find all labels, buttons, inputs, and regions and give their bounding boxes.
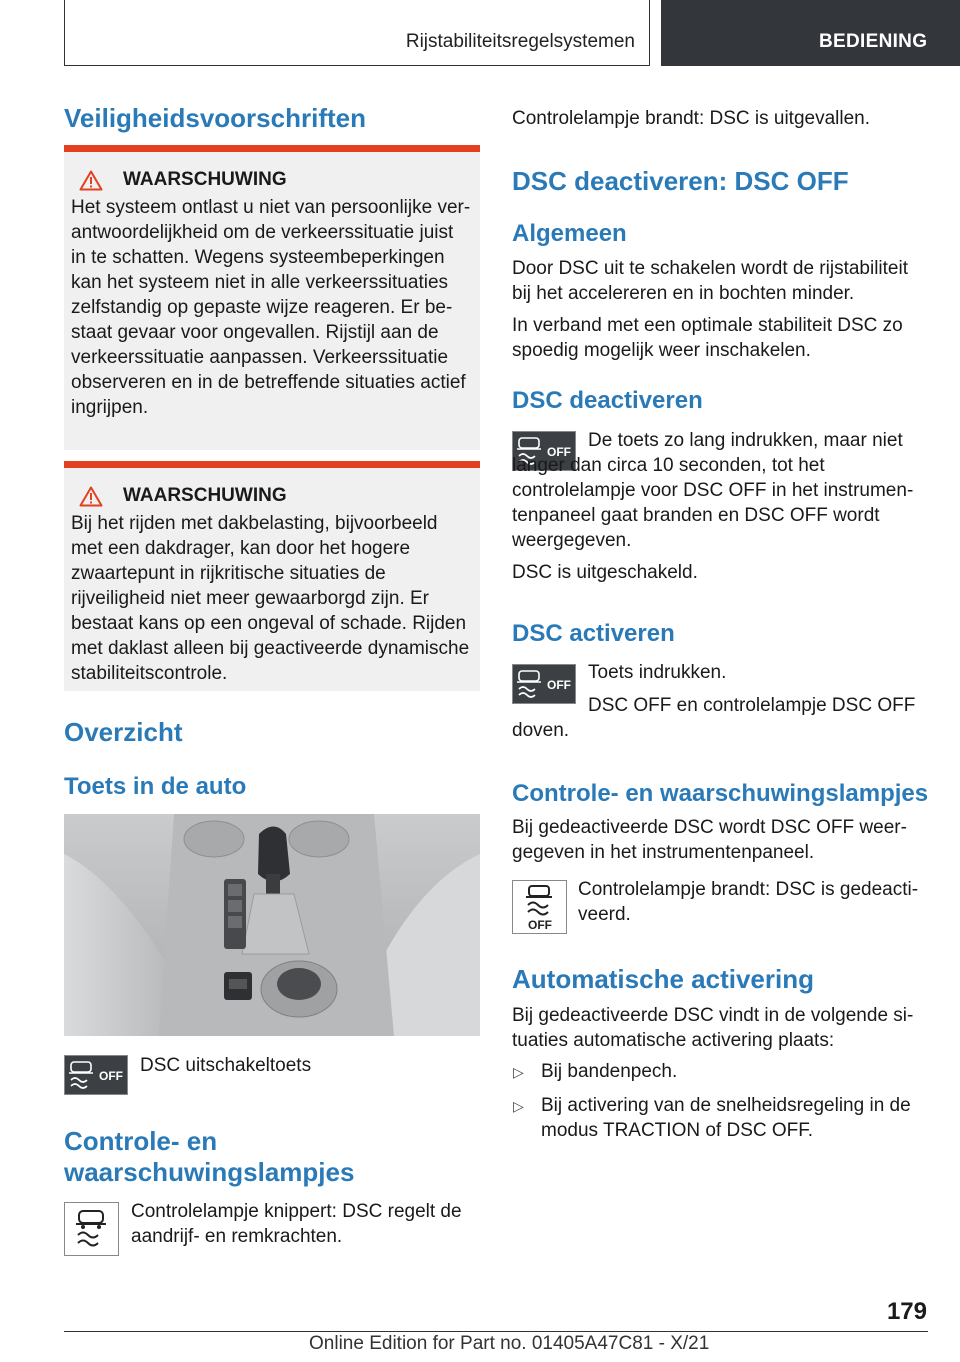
bullet-item-1: Bij bandenpech. xyxy=(541,1061,678,1082)
automatic-activation-title: Automatische activering xyxy=(512,964,814,994)
lamp-flashing-text: Controlelampje knippert: DSC regelt de aandrijf- en remkrachten. xyxy=(131,1201,462,1247)
warning-1-title: WAARSCHUWING xyxy=(123,169,287,190)
svg-text:OFF: OFF xyxy=(547,445,571,459)
button-in-car-title: Toets in de auto xyxy=(64,773,247,800)
general-paragraph-1: Door DSC uit te schakelen wordt de rijstabiliteit bij het accelereren en in bochten minder. xyxy=(512,258,909,304)
warning-triangle-icon xyxy=(79,170,103,191)
deactivate-paragraph-2: DSC is uitgeschakeld. xyxy=(512,562,698,583)
header-chapter-box xyxy=(661,0,960,66)
footer-edition-text: Online Edition for Part no. 01405A47C81 - X/21 xyxy=(309,1333,710,1354)
lamps-title-line-1: Controle- en xyxy=(64,1126,218,1156)
deactivate-paragraph-1: De toets zo lang indrukken, maar niet langer dan circa 10 seconden, tot het controlelampje voor DSC OFF in het instrumentenpaneel gaat branden en DSC OFF wordt weergegeven. xyxy=(512,430,914,551)
lamps-title-right: Controle- en waarschuwingslampjes xyxy=(512,780,929,807)
svg-text:OFF: OFF xyxy=(547,678,571,692)
lamps-paragraph-1: Bij gedeactiveerde DSC wordt DSC OFF weergegeven in het instrumentenpaneel. xyxy=(512,817,907,863)
activate-paragraph-1: Toets indrukken. xyxy=(588,662,727,683)
bullet-marker: ▷ xyxy=(513,1064,524,1080)
safety-title: Veiligheidsvoorschriften xyxy=(64,103,366,133)
dsc-lamp-icon xyxy=(65,1203,118,1255)
dsc-button-caption: DSC uitschakeltoets xyxy=(140,1055,312,1076)
dsc-deactivate-title: DSC deactiveren xyxy=(512,387,703,414)
lamps-title-line-2: waarschuwingslampjes xyxy=(64,1157,355,1187)
lamp-on-failed-text: Controlelampje brandt: DSC is uitgevallen. xyxy=(512,108,871,129)
activate-paragraph-2: DSC OFF en controlelampje DSC OFF doven. xyxy=(512,695,916,741)
footer-divider xyxy=(64,1331,928,1332)
svg-text:OFF: OFF xyxy=(528,918,552,932)
bullet-item-2: Bij activering van de snelheidsregeling in de modus TRACTION of DSC OFF. xyxy=(541,1095,911,1141)
center-console-photo xyxy=(64,814,480,1036)
dsc-warning-lamp-icon xyxy=(64,1202,119,1256)
warning-2-text: Bij het rijden met dakbelasting, bijvoorbeeld met een dakdrager, kan door het hogere zwaartepunt in rijkritische situaties de rijveiligheid niet meer gewaarborgd zijn. Er bestaat kans op een ongeval of schade. Rijden met daklast alleen bij geactiveerde dynamische stabiliteitscontrole. xyxy=(71,513,470,684)
dsc-off-lamp-icon-glyph xyxy=(513,881,566,933)
warning-box-1 xyxy=(64,145,480,450)
center-console-illustration xyxy=(64,814,480,1036)
general-paragraph-2: In verband met een optimale stabiliteit DSC zo spoedig mogelijk weer inschakelen. xyxy=(512,315,903,361)
dsc-off-icon xyxy=(65,1056,127,1094)
header-section-title: Rijstabiliteitsregelsystemen xyxy=(405,31,635,52)
bullet-marker: ▷ xyxy=(513,1098,524,1114)
header-section-box xyxy=(64,0,650,66)
page-number: 179 xyxy=(886,1298,927,1325)
warning-box-2 xyxy=(64,461,480,691)
warning-triangle-icon xyxy=(79,486,103,507)
overview-title: Overzicht xyxy=(64,717,183,747)
svg-text:OFF: OFF xyxy=(99,1069,123,1083)
lamps-title-left xyxy=(64,1126,354,1188)
warning-2-title: WAARSCHUWING xyxy=(123,485,287,506)
deactivate-dsc-off-title: DSC deactiveren: DSC OFF xyxy=(512,166,849,196)
warning-1-text: Het systeem ontlast u niet van persoonlijke verantwoordelijkheid om de verkeerssituatie juist in te schatten. Wegens systeembeperkingen kan het systeem niet in alle verkeerssituaties zelfstandig op gepaste wijze reageren. Er bestaat gevaar voor ongevallen. Rijstijl aan de verkeerssituatie aanpassen. Verkeerssituatie observeren en in de betreffende situaties actief ingrijpen. xyxy=(71,197,471,418)
header-chapter-title: BEDIENING xyxy=(819,31,928,52)
dsc-activate-title: DSC activeren xyxy=(512,620,675,647)
dsc-off-lamp-icon xyxy=(512,880,567,934)
footer-edition xyxy=(309,1333,709,1355)
lamps-paragraph-2: Controlelampje brandt: DSC is gedeactiveerd. xyxy=(578,879,919,925)
automatic-activation-paragraph: Bij gedeactiveerde DSC vindt in de volgende situaties automatische activering plaats: xyxy=(512,1005,914,1051)
general-title: Algemeen xyxy=(512,220,627,247)
dsc-off-button-icon xyxy=(64,1055,128,1095)
